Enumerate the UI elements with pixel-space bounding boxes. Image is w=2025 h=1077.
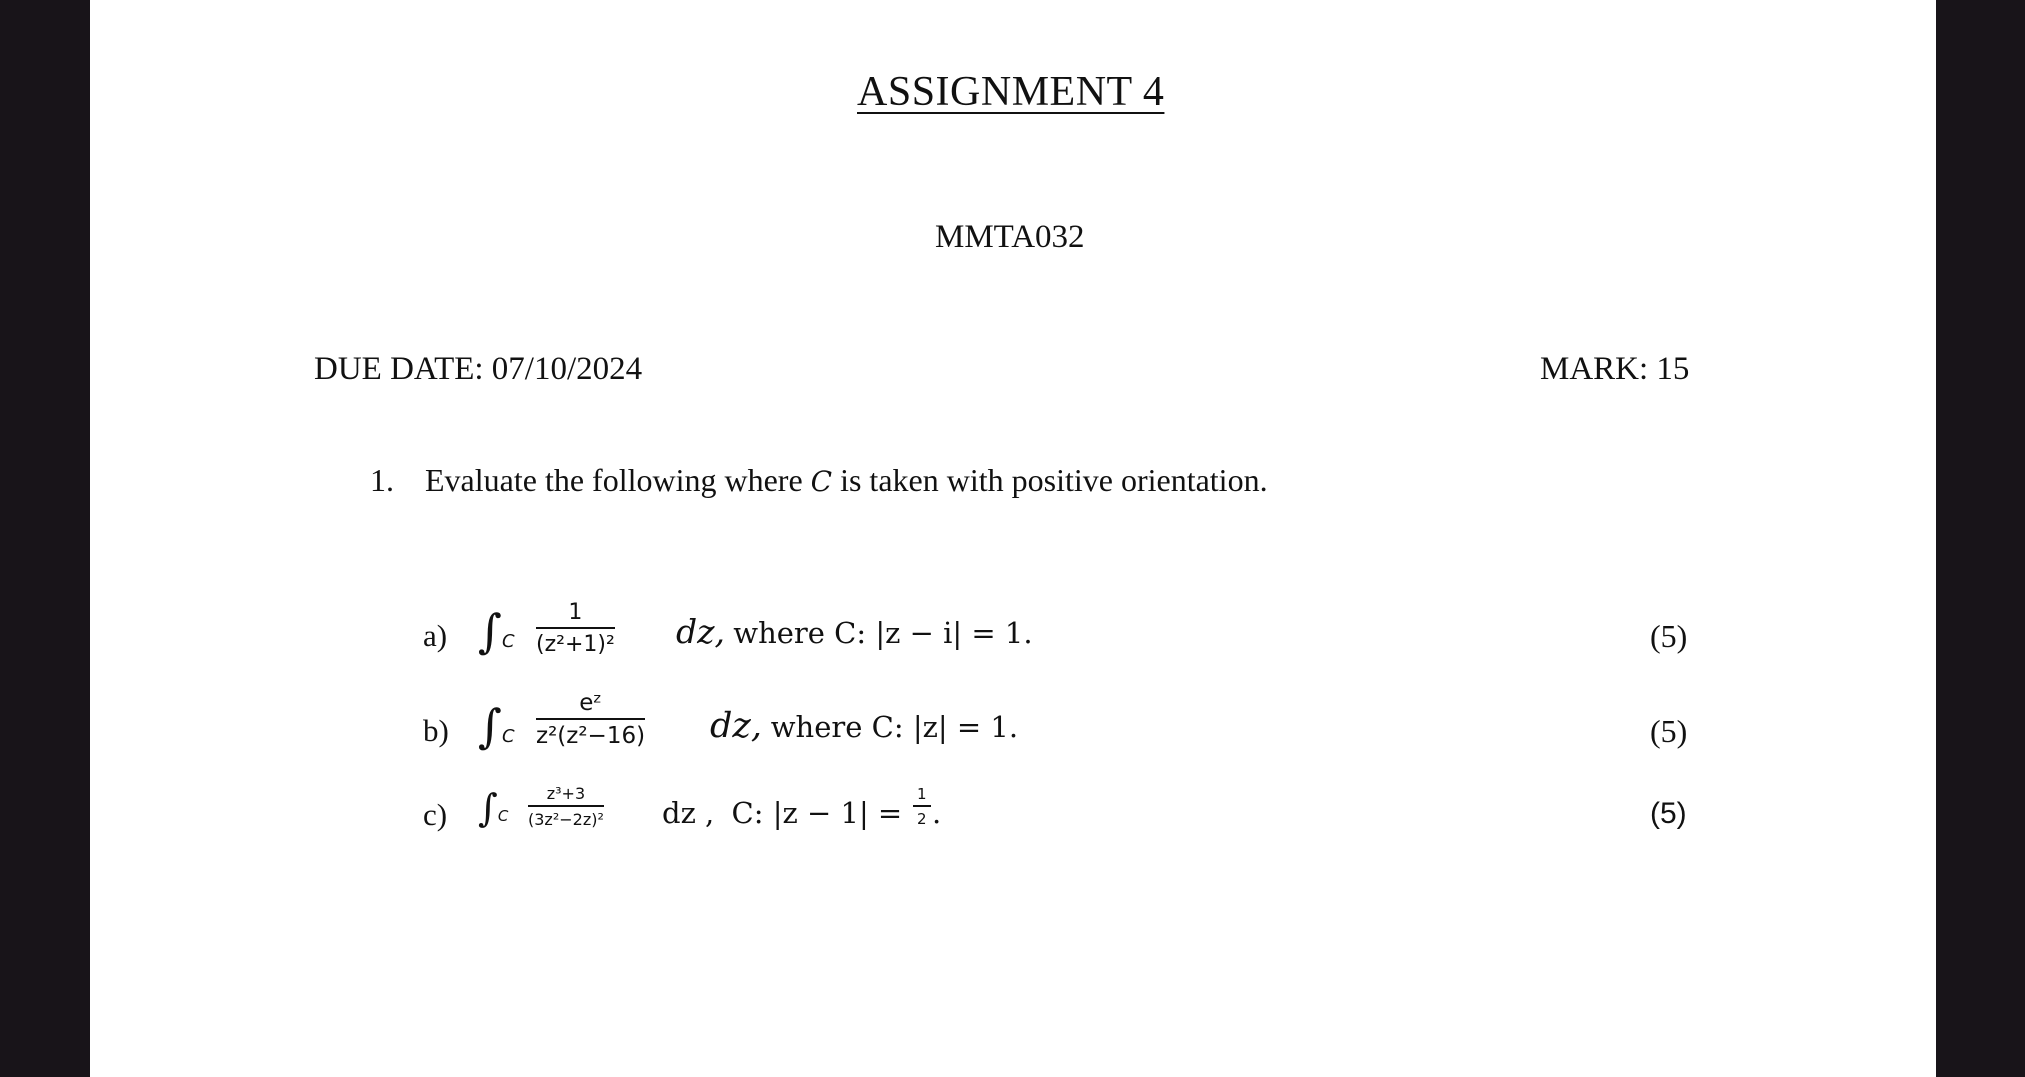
question-text-after: is taken with positive orientation. — [840, 462, 1268, 498]
differential: dz, — [710, 706, 762, 746]
fraction-numerator: z³+3 — [546, 784, 586, 803]
part-c-condition-period: . — [932, 796, 942, 830]
part-a-marks: (5) — [1650, 618, 1688, 654]
question-variable: C — [810, 465, 833, 498]
integral-subscript: C — [497, 807, 509, 825]
part-a-integral — [478, 604, 515, 658]
part-a-fraction — [536, 600, 615, 657]
part-b-fraction — [536, 690, 645, 749]
part-a-label: a) — [423, 618, 448, 653]
assignment-page — [90, 0, 1936, 1077]
part-c-condition: C: |z − 1| = — [731, 796, 903, 830]
part-b-label: b) — [423, 713, 449, 748]
question-number: 1. — [370, 462, 394, 498]
part-a-condition: where C: |z − i| = 1. — [733, 616, 1033, 650]
part-c-marks: (5) — [1650, 797, 1687, 830]
part-c-fraction — [528, 784, 604, 829]
question-text-before: Evaluate the following where — [425, 462, 803, 498]
integral-sign: ∫ — [478, 699, 502, 753]
fraction-numerator: eᶻ — [579, 690, 602, 716]
fraction-denominator: (3z²−2z)² — [528, 810, 604, 829]
integral-sign: ∫ — [478, 786, 498, 830]
part-b-condition: where C: |z| = 1. — [770, 710, 1019, 744]
part-c-expression-tail — [662, 796, 902, 831]
part-c-label: c) — [423, 797, 448, 832]
integral-subscript: C — [501, 631, 515, 652]
fraction-denominator: 2 — [917, 810, 927, 828]
due-date: DUE DATE: 07/10/2024 — [314, 351, 643, 387]
differential: dz, — [676, 612, 726, 651]
differential: dz , — [662, 796, 715, 830]
integral-subscript: C — [501, 726, 515, 747]
part-b-expression-tail — [710, 706, 1018, 746]
part-b-marks: (5) — [1650, 713, 1688, 749]
total-mark: MARK: 15 — [1540, 351, 1690, 387]
course-code: MMTA032 — [935, 219, 1085, 255]
fraction-denominator: z²(z²−16) — [536, 723, 646, 749]
assignment-title: ASSIGNMENT 4 — [857, 69, 1165, 115]
part-a-expression-tail — [676, 612, 1033, 652]
fraction-numerator: 1 — [917, 785, 927, 803]
fraction-denominator: (z²+1)² — [536, 632, 615, 657]
fraction-numerator: 1 — [568, 600, 583, 625]
part-c-integral — [478, 786, 508, 830]
integral-sign: ∫ — [478, 604, 502, 658]
part-c-condition-fraction — [913, 785, 931, 828]
part-b-integral — [478, 699, 515, 753]
question-text — [425, 462, 1268, 499]
